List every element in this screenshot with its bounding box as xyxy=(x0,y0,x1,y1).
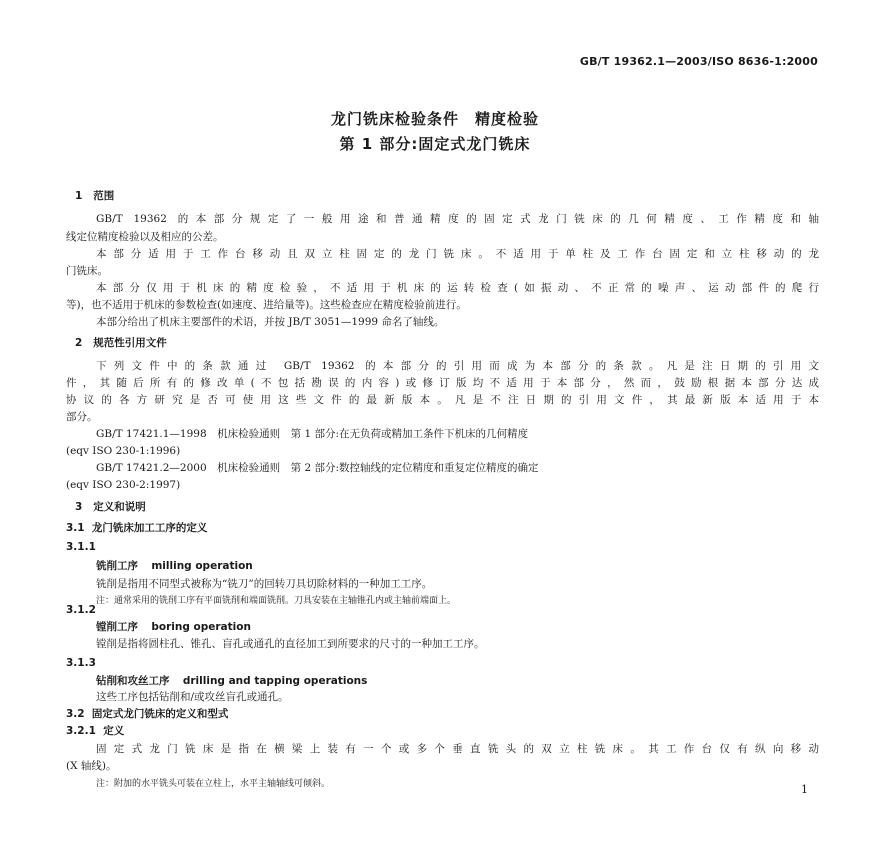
definition-line: 铣削是指用不同型式被称为“铣刀”的回转刀具切除材料的一种加工工序。 xyxy=(96,578,433,590)
subsection-title: 固定式龙门铣床的定义和型式 xyxy=(91,708,229,720)
subsection-number: 3.2 xyxy=(66,708,85,720)
section-title: 范围 xyxy=(93,190,115,202)
section-2-heading xyxy=(75,336,167,350)
reference-line: GB/T 17421.2—2000 机床检验通则 第 2 部分:数控轴线的定位精度和重复定位精度的确定 xyxy=(96,462,539,474)
note-line: 注：附加的水平铣头可装在立柱上，水平主轴轴线可倾斜。 xyxy=(96,779,331,789)
paragraph-line: 协议的各方研究是否可使用这些文件的最新版本。凡是不注日期的引用文件，其最新版本适用于本 xyxy=(66,394,819,406)
section-1-heading xyxy=(75,189,114,203)
section-number: 1 xyxy=(75,190,83,202)
clause-title: 定义 xyxy=(103,725,125,737)
term-zh: 钻削和攻丝工序 xyxy=(96,675,170,687)
definition-line: 这些工序包括钻削和/或攻丝盲孔或通孔。 xyxy=(96,691,289,703)
reference-line: (eqv ISO 230-1:1996) xyxy=(66,445,181,457)
page-number: 1 xyxy=(801,783,808,796)
reference-line: (eqv ISO 230-2:1997) xyxy=(66,479,181,491)
clause-number: 3.1.1 xyxy=(66,541,96,553)
term-line xyxy=(96,620,251,634)
term-zh: 铣削工序 xyxy=(96,560,138,572)
document-subtitle: 第 1 部分:固定式龙门铣床 xyxy=(339,135,531,153)
subsection-number: 3.1 xyxy=(66,522,85,534)
term-line xyxy=(96,559,253,573)
paragraph-line: GB/T 19362 的本部分规定了一般用途和普通精度的固定式龙门铣床的几何精度、工作精度和轴 xyxy=(96,213,819,225)
paragraph-line: 下列文件中的条款通过 GB/T 19362 的本部分的引用而成为本部分的条款。凡是注日期的引用文 xyxy=(96,360,819,372)
paragraph-line: 等)，也不适用于机床的参数检查(如速度、进给量等)。这些检查应在精度检验前进行。 xyxy=(66,299,467,311)
term-zh: 镗削工序 xyxy=(96,621,138,633)
term-en: boring operation xyxy=(151,621,251,633)
reference-line: GB/T 17421.1—1998 机床检验通则 第 1 部分:在无负荷或精加工条件下机床的几何精度 xyxy=(96,428,529,440)
subsection-title: 龙门铣床加工工序的定义 xyxy=(91,522,208,534)
definition-line: 镗削是指将圆柱孔、锥孔、盲孔或通孔的直径加工到所要求的尺寸的一种加工工序。 xyxy=(96,638,485,650)
paragraph-line: 本部分仅用于机床的精度检验，不适用于机床的运转检查(如振动、不正常的噪声、运动部件的爬行 xyxy=(96,282,819,294)
subsection-3-2-heading xyxy=(66,707,228,721)
document-title: 龙门铣床检验条件 精度检验 xyxy=(330,110,539,128)
clause-number: 3.2.1 xyxy=(66,725,96,737)
clause-number: 3.1.2 xyxy=(66,604,96,616)
paragraph-line: 门铣床。 xyxy=(66,265,108,277)
definition-line: (X 轴线)。 xyxy=(66,760,117,772)
paragraph-line: 本部分给出了机床主要部件的术语，并按 JB/T 3051—1999 命名了轴线。 xyxy=(96,316,445,328)
paragraph-line: 部分。 xyxy=(66,411,98,423)
definition-line: 固定式龙门铣床是指在横梁上装有一个或多个垂直铣头的双立柱铣床。其工作台仅有纵向移动 xyxy=(96,743,819,755)
paragraph-line: 线定位精度检验以及相应的公差。 xyxy=(66,231,224,243)
section-3-heading xyxy=(75,500,146,514)
term-en: drilling and tapping operations xyxy=(182,675,368,687)
standard-number: GB/T 19362.1—2003/ISO 8636-1:2000 xyxy=(579,55,818,68)
section-number: 3 xyxy=(75,501,83,513)
term-line xyxy=(96,674,367,688)
section-title: 定义和说明 xyxy=(93,501,146,513)
subsection-3-1-heading xyxy=(66,521,207,535)
section-number: 2 xyxy=(75,337,83,349)
note-line: 注：通常采用的铣削工序有平面铣削和端面铣削。刀具安装在主轴锥孔内或主轴前端面上。 xyxy=(96,596,457,606)
section-title: 规范性引用文件 xyxy=(93,337,167,349)
paragraph-line: 件，其随后所有的修改单(不包括勘误的内容)或修订版均不适用于本部分，然而，鼓励根据本部分达成 xyxy=(66,377,819,389)
clause-number: 3.1.3 xyxy=(66,657,96,669)
clause-3-2-1-heading xyxy=(66,724,124,738)
paragraph-line: 本部分适用于工作台移动且双立柱固定的龙门铣床。不适用于单柱及工作台固定和立柱移动的龙 xyxy=(96,248,819,260)
term-en: milling operation xyxy=(151,560,253,572)
